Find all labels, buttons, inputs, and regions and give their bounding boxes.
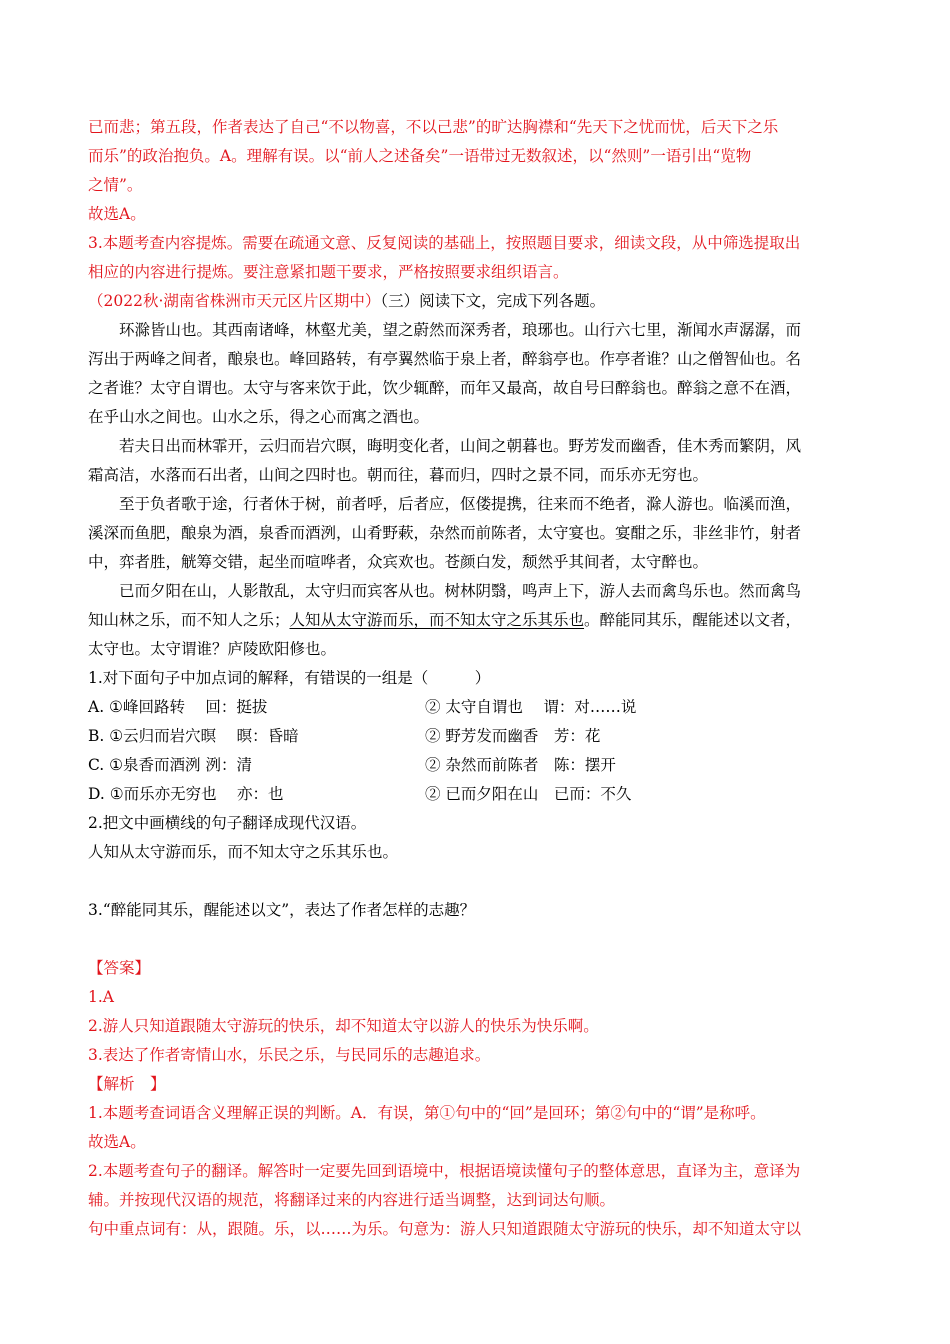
passage-text: 知山林之乐，而不知人之乐； [88,611,290,629]
underlined-sentence: 人知从太守游而乐，而不知太守之乐其乐也 [289,611,585,629]
option-right: ② 杂然而前陈者 陈：摆开 [425,756,616,774]
passage-line: 泻出于两峰之间者，酿泉也。峰回路转，有亭翼然临于泉上者，醉翁亭也。作亭者谁？山之僧智仙也。名 [88,350,802,368]
previous-explanation [88,113,864,287]
explanation-line: 之情”。 [88,176,143,194]
analysis-line: 辅。并按现代汉语的规范，将翻译过来的内容进行适当调整，达到词达句顺。 [88,1191,616,1209]
passage-line: 至于负者歌于途，行者休于树，前者呼，后者应，伛偻提携，往来而不绝者，滁人游也。临溪而渔， [119,495,802,513]
question-stem: 3.“醉能同其乐，醒能述以文”，表达了作者怎样的志趣？ [88,901,476,919]
explanation-line: 3.本题考查内容提炼。需要在疏通文意、反复阅读的基础上，按照题目要求，细读文段，从中筛选提取出 [88,234,801,252]
analysis-line: 句中重点词有：从，跟随。乐，以……为乐。句意为：游人只知道跟随太守游玩的快乐，却不知道太守以 [88,1220,802,1238]
answer-item: 3.表达了作者寄情山水，乐民之乐，与民同乐的志趣追求。 [88,1046,491,1064]
answer-section [88,954,864,1070]
option-left: B. ①云归而岩穴暝 暝：昏暗 [88,727,299,745]
option-right: ② 太守自谓也 谓：对……说 [425,698,637,716]
analysis-line: 故选A。 [88,1133,146,1151]
option-left: D. ①而乐亦无穷也 亦：也 [88,785,284,803]
passage-line: 太守也。太守谓谁？庐陵欧阳修也。 [88,640,337,658]
analysis-section [88,1070,864,1244]
option-right: ② 野芳发而幽香 芳：花 [425,727,601,745]
passage-line: 溪深而鱼肥，酿泉为酒，泉香而酒洌，山肴野蔌，杂然而前陈者，太守宴也。宴酣之乐，非丝非竹，射者 [88,524,802,542]
question-sentence: 人知从太守游而乐，而不知太守之乐其乐也。 [88,843,399,861]
passage-line: 环滁皆山也。其西南诸峰，林壑尤美，望之蔚然而深秀者，琅琊也。山行六七里，渐闻水声潺潺，而 [119,321,802,339]
passage-line: 中，弈者胜，觥筹交错，起坐而喧哗者，众宾欢也。苍颜白发，颓然乎其间者，太守醉也。 [88,553,709,571]
explanation-line: 相应的内容进行提炼。要注意紧扣题干要求，严格按照要求组织语言。 [88,263,569,281]
explanation-line: 而乐”的政治抱负。A。理解有误。以“前人之述备矣”一语带过无数叙述，以“然则”一语引出“览物 [88,147,752,165]
option-left: C. ①泉香而酒洌 洌：清 [88,756,252,774]
spacer [88,925,864,954]
question-2 [88,809,864,867]
answer-item: 2.游人只知道跟随太守游玩的快乐，却不知道太守以游人的快乐为快乐啊。 [88,1017,599,1035]
spacer [88,867,864,896]
option-left: A. ①峰回路转 回：挺拔 [88,698,268,716]
passage-text: 。醉能同其乐，醒能述以文者， [584,611,802,629]
answer-item: 1.A [88,988,114,1006]
option-b [88,722,864,751]
question-stem: 1.对下面句子中加点词的解释，有错误的一组是（ ） [88,669,491,687]
answer-heading: 【答案】 [88,959,151,977]
option-d [88,780,864,809]
passage-line: 若夫日出而林霏开，云归而岩穴暝，晦明变化者，山间之朝暮也。野芳发而幽香，佳木秀而繁阴，风 [119,437,802,455]
passage-line [88,606,864,635]
passage-line: 霜高洁，水落而石出者，山间之四时也。朝而往，暮而归，四时之景不同，而乐亦无穷也。 [88,466,709,484]
option-right: ② 已而夕阳在山 已而：不久 [425,785,632,803]
passage-line: 已而夕阳在山，人影散乱，太守归而宾客从也。树林阴翳，鸣声上下，游人去而禽鸟乐也。然而禽鸟 [119,582,802,600]
section-prompt: （三）阅读下文，完成下列各题。 [380,292,606,310]
passage-line: 在乎山水之间也。山水之乐，得之心而寓之酒也。 [88,408,430,426]
analysis-line: 1.本题考查词语含义理解正误的判断。A．有误，第①句中的“回”是回环；第②句中的“谓”是称呼。 [88,1104,766,1122]
passage [88,316,864,664]
explanation-line: 故选A。 [88,205,146,223]
document-page [88,113,864,1244]
question-1 [88,664,864,809]
analysis-line: 2.本题考查句子的翻译。解答时一定要先回到语境中，根据语境读懂句子的整体意思，直译为主，意译为 [88,1162,801,1180]
exam-source: （2022秋·湖南省株洲市天元区片区期中） [88,292,381,310]
option-c [88,751,864,780]
question-stem: 2.把文中画横线的句子翻译成现代汉语。 [88,814,367,832]
passage-line: 之者谁？太守自谓也。太守与客来饮于此，饮少辄醉，而年又最高，故自号曰醉翁也。醉翁之意不在酒， [88,379,802,397]
analysis-heading: 【解析 】 [88,1075,166,1093]
explanation-line: 已而悲；第五段，作者表达了自己“不以物喜，不以己悲”的旷达胸襟和“先天下之忧而忧，后天下之乐 [88,118,779,136]
question-3 [88,896,864,925]
option-a [88,693,864,722]
question-header [88,287,864,316]
